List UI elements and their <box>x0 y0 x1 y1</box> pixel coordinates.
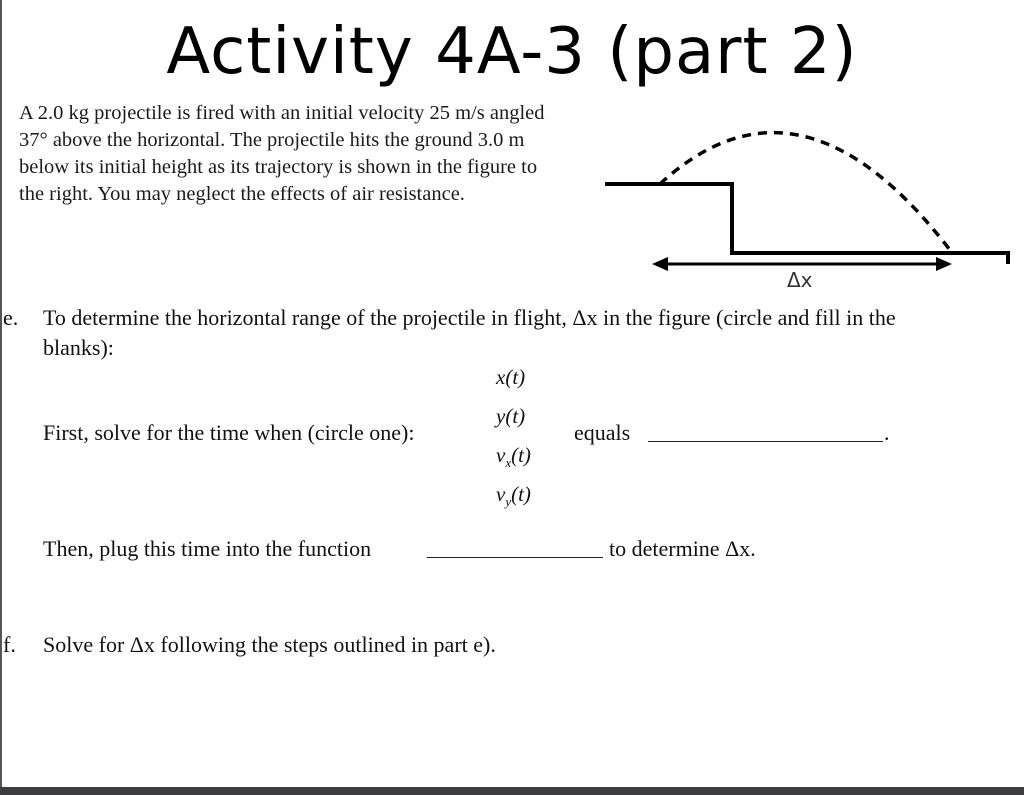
page-left-border <box>0 0 2 787</box>
range-arrow-right-head <box>936 257 952 271</box>
question-f-text: Solve for Δx following the steps outlined in part e). <box>43 632 496 657</box>
range-arrow-left-head <box>652 257 668 271</box>
second-step-end: to determine Δx. <box>609 536 756 561</box>
question-f <box>3 632 496 658</box>
delta-x-label: Δx <box>787 268 813 292</box>
option-x-of-t[interactable]: x(t) <box>496 365 526 389</box>
question-f-label: f. <box>3 632 16 657</box>
option-vx-of-t[interactable]: $v_x(t)$ <box>496 443 531 471</box>
time-value-blank[interactable] <box>648 441 883 442</box>
circle-one-options <box>496 362 531 518</box>
viewer-bottom-bar <box>0 787 1024 795</box>
end-period: . <box>884 420 890 445</box>
trajectory-path <box>660 133 950 250</box>
option-vy-of-t[interactable]: $v_y(t)$ <box>496 482 531 510</box>
question-e-text: To determine the horizontal range of the projectile in flight, Δx in the figure (circle and fill in the <box>43 305 896 330</box>
option-y-of-t[interactable]: y(t) <box>496 404 526 428</box>
first-step-prompt: First, solve for the time when (circle one): <box>43 420 415 445</box>
problem-statement: A 2.0 kg projectile is fired with an initial velocity 25 m/s angled 37° above the horizontal. The projectile hits the ground 3.0 m below its initial height as its trajectory is shown in the figure to the right. You may neglect the effects of air resistance. <box>19 102 545 205</box>
equals-label: equals <box>574 420 631 445</box>
trajectory-figure <box>590 100 1024 300</box>
question-e-text-cont: blanks): <box>43 335 114 360</box>
ground-profile <box>605 184 1008 264</box>
second-step-prompt: Then, plug this time into the function <box>43 536 372 561</box>
function-blank[interactable] <box>427 557 603 558</box>
page-title: Activity 4A-3 (part 2) <box>166 15 858 89</box>
question-e-label: e. <box>3 305 19 330</box>
